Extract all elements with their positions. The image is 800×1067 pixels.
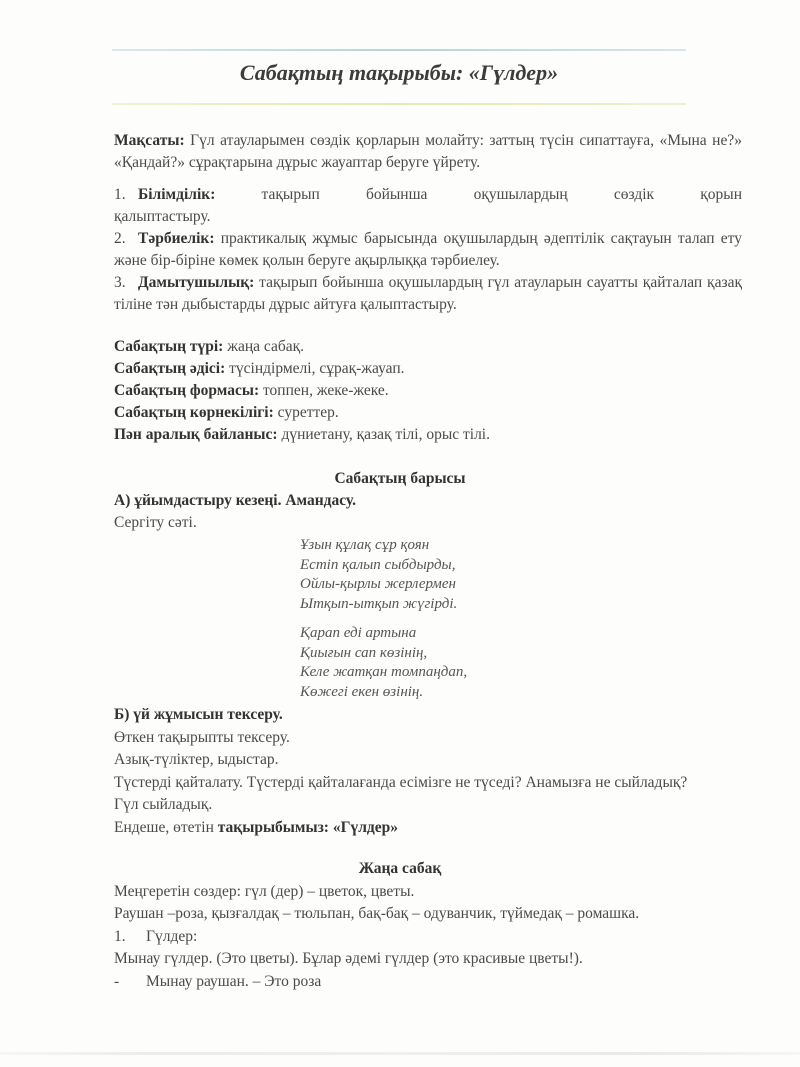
- item-text: Гүлдер:: [146, 927, 198, 945]
- new-lesson-section: [114, 858, 686, 993]
- objectives-list: [114, 184, 742, 316]
- objective-number: 2.: [114, 230, 126, 247]
- header-rule-top: [112, 49, 686, 51]
- objective-text: тақырып бойынша оқушылардың гүл атауларын сауатты қайталап қазақ тіліне тән дыбыстарды дұрыс айтуға қалыптастыру.: [114, 274, 742, 313]
- scan-edge-artifact: [0, 1052, 800, 1055]
- info-row: [114, 424, 742, 446]
- aims-paragraph: [114, 130, 742, 174]
- info-row: [114, 358, 742, 380]
- item-number: 1.: [114, 927, 126, 945]
- objective-text: практикалық жұмыс барысында оқушылардың әдептілік сақтауын талап ету және бір-біріне көмек қолын беруге ақырлыққа тәрбиелеу.: [114, 230, 742, 269]
- info-label: Сабақтың формасы:: [114, 382, 260, 399]
- info-label: Сабақтың әдісі:: [114, 360, 226, 377]
- objective-item: [114, 272, 742, 316]
- info-label: Пән аралық байланыс:: [114, 426, 278, 443]
- new-lesson-line: Меңгеретін сөздер: гүл (дер) – цветок, цветы.: [114, 882, 415, 900]
- objective-text-cont: қалыптастыру.: [114, 208, 211, 225]
- poem-stanza-2: [300, 624, 467, 702]
- section-b-line: Өткен тақырыпты тексеру.: [114, 728, 290, 746]
- section-a-heading: А) ұйымдастыру кезеңі. Амандасу.: [114, 492, 356, 509]
- section-b: [114, 704, 742, 839]
- bullet-text: Мынау раушан. – Это роза: [146, 972, 322, 990]
- poem-line: Ұзын құлақ сұр қоян: [300, 537, 430, 553]
- aims-text: Гүл атауларымен сөздік қорларын молайту: заттың түсін сипаттауға, «Мына не?» «Қандай?» сұрақтарына дұрыс жауаптар беруге үйрету.: [114, 132, 742, 171]
- info-row: [114, 380, 742, 402]
- poem-line: Келе жатқан томпаңдап,: [300, 664, 468, 680]
- info-label: Сабақтың көрнекілігі:: [114, 404, 274, 421]
- numbered-item: [114, 926, 686, 949]
- final-topic: тақырыбымыз: «Гүлдер»: [217, 818, 398, 836]
- bullet-item: [114, 971, 686, 994]
- info-row: [114, 336, 742, 358]
- poem-stanza-1: [300, 536, 457, 614]
- info-value: суреттер.: [273, 404, 339, 421]
- info-value: топпен, жеке-жеке.: [259, 382, 389, 399]
- objective-number: 1.: [114, 186, 126, 203]
- section-b-final: [114, 817, 742, 840]
- section-b-line: Азық-түліктер, ыдыстар.: [114, 751, 279, 768]
- objective-item: [114, 184, 742, 228]
- info-value: түсіндірмелі, сұрақ-жауап.: [225, 360, 405, 377]
- objective-item: [114, 228, 742, 272]
- objective-label: Білімділік:: [138, 186, 216, 203]
- objective-label: Тәрбиелік:: [138, 230, 215, 247]
- poem-line: Ойлы-қырлы жерлермен: [300, 576, 456, 592]
- info-label: Сабақтың түрі:: [114, 338, 224, 355]
- objective-text: тақырып бойынша оқушылардың сөздік қорын: [215, 186, 742, 203]
- section-b-line: Түстерді қайталату. Түстерді қайталағанда есімізге не түседі? Анамызға не сыйладық? Гүл сыйладық.: [114, 773, 688, 813]
- section-a-line: Сергіту сәті.: [114, 514, 197, 531]
- final-prefix: Ендеше, өтетін: [114, 818, 218, 836]
- progress-section: [114, 468, 686, 534]
- new-lesson-line: Раушан –роза, қызғалдақ – тюльпан, бақ-бақ – одуванчик, түймедақ – ромашка.: [114, 905, 640, 922]
- poem-line: Қарап еді артына: [300, 625, 417, 641]
- info-value: жаңа сабақ.: [223, 338, 304, 355]
- poem-line: Ытқып-ытқып жүгірді.: [300, 595, 458, 612]
- aims-label: Мақсаты:: [114, 132, 185, 149]
- page-title: Сабақтың тақырыбы: «Гүлдер»: [239, 60, 559, 85]
- new-lesson-heading: Жаңа сабақ: [358, 860, 442, 877]
- info-row: [114, 402, 742, 424]
- info-value: дүниетану, қазақ тілі, орыс тілі.: [277, 426, 490, 443]
- objective-label: Дамытушылық:: [138, 274, 255, 291]
- objective-number: 3.: [114, 274, 126, 291]
- lesson-info: [114, 336, 742, 446]
- section-b-heading: Б) үй жұмысын тексеру.: [114, 706, 283, 723]
- header-rule-bottom: [112, 103, 686, 105]
- new-lesson-sentence: Мынау гүлдер. (Это цветы). Бұлар әдемі гүлдер (это красивые цветы!).: [114, 950, 583, 967]
- poem-line: Көжегі екен өзінің.: [300, 683, 424, 700]
- progress-heading: Сабақтың барысы: [334, 470, 466, 487]
- poem-line: Естіп қалып сыбдырды,: [300, 556, 456, 573]
- bullet-dash: -: [114, 972, 120, 990]
- poem-line: Қиығын сап көзінің,: [300, 644, 428, 661]
